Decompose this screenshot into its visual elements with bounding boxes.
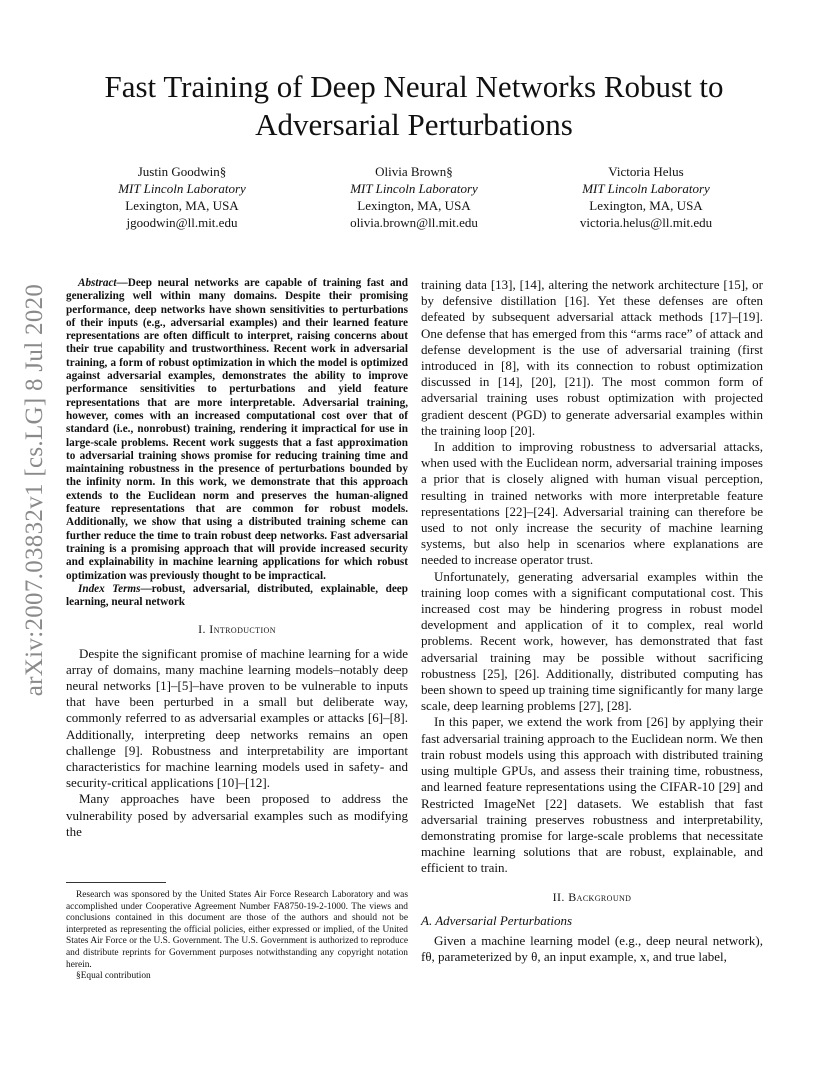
author-affiliation: MIT Lincoln Laboratory [582, 181, 710, 196]
author-block [66, 163, 762, 231]
author-email[interactable]: jgoodwin@ll.mit.edu [126, 215, 238, 230]
author-2 [298, 163, 530, 231]
author-location: Lexington, MA, USA [125, 198, 239, 213]
right-paragraph-4: In this paper, we extend the work from [26] by applying their fast adversarial training approach to the Euclidean norm. We then train robust models using this approach with distributed training using multiple GPUs, and assess their training time, robustness, and learned feature representations using the CIFAR-10 [29] and Restricted ImageNet [22] datasets. We establish that fast adversarial training preserves robustness and interpretability, demonstrating promise for large-scale problems that necessitate machine learning solutions that are robust, explainable, and efficient to train. [421, 714, 763, 876]
right-column [421, 277, 763, 965]
footnotes [66, 890, 408, 983]
background-paragraph-1: Given a machine learning model (e.g., deep neural network), fθ, parameterized by θ, an input example, x, and true label, [421, 932, 763, 965]
index-terms-label: Index Terms [78, 582, 141, 595]
author-email[interactable]: olivia.brown@ll.mit.edu [350, 215, 478, 230]
intro-paragraph-1: Despite the significant promise of machine learning for a wide array of domains, many machine learning models–notably deep neural networks [1]–[5]–have proven to be vulnerable to inputs that have been perturbed in a small but deliberate way, commonly referred to as adversarial examples or attacks [6]–[8]. Additionally, interpreting deep networks remains an open challenge [9]. Robustness and interpretability are important characteristics for machine learning models used in safety- and security-critical applications [10]–[12]. [66, 645, 408, 791]
author-affiliation: MIT Lincoln Laboratory [118, 181, 246, 196]
right-paragraph-1: training data [13], [14], altering the network architecture [15], or by defensive distillation [16]. Yet these defenses are often defeated by subsequent adversarial attack methods [17]–[19]. One defense that has emerged from this “arms race” of attack and defense development is the use of adversarial training (first introduced in [8], with its connection to robust optimization discussed in [14], [20], [21]). The most common form of adversarial training uses robust optimization with projected gradient descent (PGD) to generate adversarial examples within the training loop [20]. [421, 277, 763, 438]
intro-paragraph-2: Many approaches have been proposed to address the vulnerability posed by adversarial examples such as modifying the [66, 791, 408, 839]
abstract-label: Abstract [78, 277, 117, 289]
footnote-rule [66, 882, 166, 883]
paper-title: Fast Training of Deep Neural Networks Robust to Adversarial Perturbations [104, 69, 724, 142]
author-affiliation: MIT Lincoln Laboratory [350, 181, 478, 196]
author-3 [530, 163, 762, 231]
section-heading-background: II. Background [552, 889, 632, 904]
author-location: Lexington, MA, USA [589, 198, 703, 213]
author-name: Olivia Brown§ [375, 164, 453, 179]
subsection-heading: A. Adversarial Perturbations [421, 912, 573, 928]
arxiv-stamp-text: arXiv:2007.03832v1 [cs.LG] 8 Jul 2020 [21, 283, 48, 697]
right-paragraph-3: Unfortunately, generating adversarial examples within the training loop comes with a significant computational cost. This increased cost may be hindering progress in robust model development and application of it to complex, real world problems. Recent work, however, has demonstrated that fast adversarial training may be possible without sacrificing robustness [25], [26]. Additionally, distributed computing has been shown to speed up training time significantly for many large scale, deep learning problems [27], [28]. [421, 568, 764, 714]
author-location: Lexington, MA, USA [357, 198, 471, 213]
abstract [66, 277, 408, 583]
index-terms [66, 583, 408, 610]
author-1 [66, 163, 298, 231]
section-heading-introduction: I. Introduction [198, 622, 276, 637]
index-terms-text: —robust, adversarial, distributed, explainable, deep learning, neural network [66, 582, 408, 609]
left-column [66, 277, 408, 840]
right-paragraph-2: In addition to improving robustness to adversarial attacks, when used with the Euclidean norm, adversarial training imposes a prior that is closely aligned with human visual perception, resulting in trained networks with more interpretable feature representations [22]–[24]. Adversarial training can therefore be used to not only increase the security of machine learning systems, but also help in scenarios where explanations are needed to increase operator trust. [421, 439, 763, 568]
author-email[interactable]: victoria.helus@ll.mit.edu [579, 215, 713, 230]
arxiv-stamp [20, 283, 50, 697]
footnote-equal-contribution: §Equal contribution [76, 971, 151, 982]
abstract-text: —Deep neural networks are capable of training fast and generalizing well within many domains. Despite their promising performance, deep networks have shown sensitivities to perturbations of their inputs (e.g., adversarial examples) and their learned feature representations are often difficult to interpret, raising concerns about their true capability and trustworthiness. Recent work in adversarial training, a form of robust optimization in which the model is optimized against adversarial examples, demonstrates the ability to improve performance sensitivities to perturbations and yield feature representations that are more interpretable. Adversarial training, however, comes with an increased computational cost over that of standard (i.e., nonrobust) training, rendering it impractical for use in large-scale problems. Recent work suggests that a fast approximation to adversarial training shows promise for reducing training time and maintaining robustness in the presence of perturbations bounded by the infinity norm. In this work, we demonstrate that this approach extends to the Euclidean norm and preserves the human-aligned feature representations that are common for robust models. Additionally, we show that using a distributed training scheme can further reduce the time to train robust deep networks. Fast adversarial training is a promising approach that will provide increased security and explainability in machine learning applications for which robust optimization was previously thought to be impractical. [66, 277, 408, 582]
author-name: Victoria Helus [608, 164, 684, 179]
footnote-sponsor: Research was sponsored by the United States Air Force Research Laboratory and was accomplished under Cooperative Agreement Number FA8750-19-2-1000. The views and conclusions contained in this document are those of the authors and should not be interpreted as representing the official policies, either expressed or implied, of the United States Air Force or the U.S. Government. The U.S. Government is authorized to reproduce and distribute reprints for Government purposes notwithstanding any copyright notation herein. [66, 890, 408, 970]
author-name: Justin Goodwin§ [137, 164, 227, 179]
